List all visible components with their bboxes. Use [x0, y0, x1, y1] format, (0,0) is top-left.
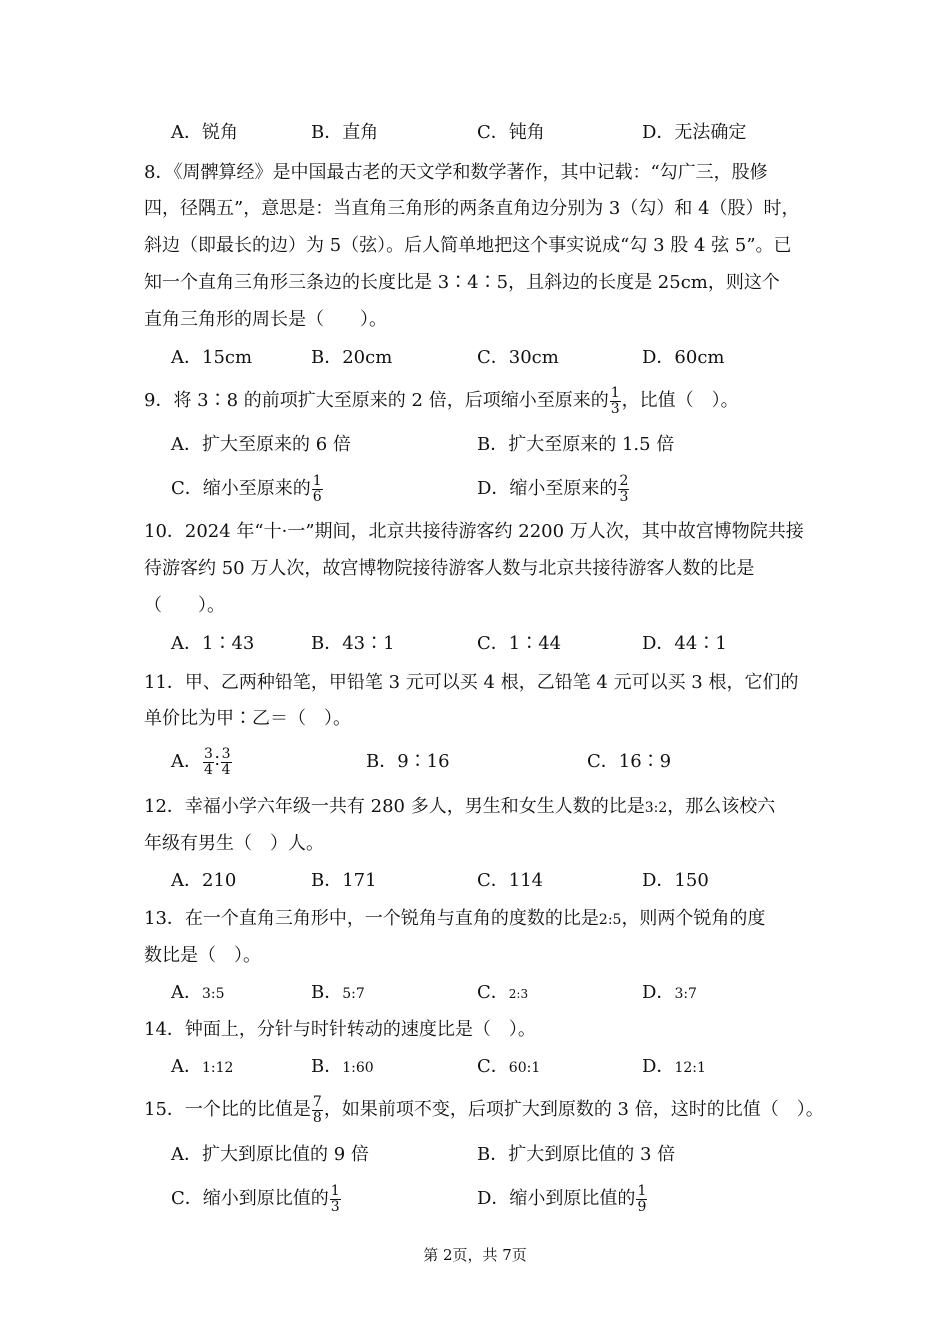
- q11-option-a-fraction-1: $\frac{3}{4}$: [204, 745, 213, 778]
- q7-option-a: A．锐角: [171, 122, 238, 143]
- q9-option-a: A．扩大至原来的 6 倍: [171, 434, 351, 455]
- q9-stem-tail: ，比值（ ）。: [621, 390, 739, 411]
- q11-option-a: A． $\frac{3}{4}$ ∶ $\frac{3}{4}$: [171, 745, 231, 778]
- q11-option-c: C．16∶9: [587, 751, 672, 772]
- q10-options: [0, 631, 950, 661]
- q7-option-c: C．钝角: [477, 122, 545, 143]
- q9-option-b: B．扩大至原来的 1.5 倍: [477, 434, 675, 455]
- q12-options: [0, 868, 950, 898]
- q9-option-d-fraction: $\frac{2}{3}$: [619, 472, 629, 505]
- q11-option-a-fraction-2: $\frac{3}{4}$: [221, 745, 231, 778]
- q13-option-d: D．3:7: [642, 982, 697, 1003]
- q12-ratio: 3:2: [644, 800, 668, 816]
- q10-stem-line-1: 10．2024 年“十·一”期间，北京共接待游客约 2200 万人次，其中故宫博物院共接: [144, 521, 804, 542]
- page-footer: 第 2页，共 7页: [423, 1246, 527, 1264]
- q13-ratio: 2:5: [598, 912, 622, 928]
- q7-option-b: B．直角: [311, 122, 379, 143]
- q8-stem-line-4: 知一个直角三角形三条边的长度比是 3∶4∶5，且斜边的长度是 25cm，则这个: [144, 272, 780, 293]
- q8-stem-line-5: 直角三角形的周长是（ ）。: [144, 309, 387, 330]
- q9-options-row-2: [0, 470, 950, 510]
- q9-option-c: C．缩小至原来的 $\frac{1}{6}$: [171, 472, 322, 505]
- q15-option-c-fraction: $\frac{1}{3}$: [330, 1182, 340, 1215]
- q13-option-b: B．5:7: [311, 982, 365, 1003]
- q15-options-row-1: [0, 1142, 950, 1172]
- q12-stem-line-1: 12．幸福小学六年级一共有 280 多人，男生和女生人数的比是3:2，那么该校六: [144, 796, 776, 817]
- q14-stem: 14．钟面上，分针与时针转动的速度比是（ ）。: [144, 1019, 536, 1040]
- q9-option-c-fraction: $\frac{1}{6}$: [312, 472, 322, 505]
- q15-stem: 15．一个比的比值是 $\frac{7}{8}$ ，如果前项不变，后项扩大到原数的 3 倍，这时的比值（ ）。: [144, 1093, 824, 1126]
- q12-option-c: C．114: [477, 870, 544, 891]
- q15-option-c: C．缩小到原比值的 $\frac{1}{3}$: [171, 1182, 340, 1215]
- q14-option-c: C．60:1: [477, 1056, 541, 1077]
- q9-options-row-1: [0, 432, 950, 462]
- q10-stem-line-3: （ ）。: [144, 595, 225, 616]
- q15-option-b: B．扩大到原比值的 3 倍: [477, 1144, 676, 1165]
- q8-stem-line-2: 四，径隅五”，意思是：当直角三角形的两条直角边分别为 3（勾）和 4（股）时，: [144, 198, 800, 219]
- q14-option-b: B．1:60: [311, 1056, 374, 1077]
- q15-stem-fraction: $\frac{7}{8}$: [312, 1093, 322, 1126]
- q9-stem-fraction: $\frac{1}{3}$: [610, 384, 620, 417]
- q8-stem-line-3: 斜边（即最长的边）为 5（弦）。后人简单地把这个事实说成“勾 3 股 4 弦 5”。已: [144, 235, 792, 256]
- q12-stem-line-2: 年级有男生（ ）人。: [144, 833, 324, 854]
- q15-option-d: D．缩小到原比值的 $\frac{1}{9}$: [477, 1182, 647, 1215]
- q14-options: [0, 1054, 950, 1084]
- q15-option-a: A．扩大到原比值的 9 倍: [171, 1144, 369, 1165]
- q8-option-a: A．15cm: [171, 347, 253, 368]
- q10-option-b: B．43∶1: [311, 633, 395, 654]
- q13-option-a: A．3:5: [171, 982, 225, 1003]
- q15-options-row-2: [0, 1180, 950, 1220]
- q15-option-d-fraction: $\frac{1}{9}$: [637, 1182, 647, 1215]
- q8-option-d: D．60cm: [642, 347, 725, 368]
- q12-option-a: A．210: [171, 870, 237, 891]
- q9-stem: [144, 384, 739, 418]
- q11-options: [0, 742, 950, 784]
- q11-stem-line-1: 11．甲、乙两种铅笔，甲铅笔 3 元可以买 4 根，乙铅笔 4 元可以买 3 根，它们的: [144, 672, 799, 693]
- q11-option-b: B．9∶16: [366, 751, 450, 772]
- q10-stem-line-2: 待游客约 50 万人次，故宫博物院接待游客人数与北京共接待游客人数的比是: [144, 558, 755, 579]
- q10-option-a: A．1∶43: [171, 633, 255, 654]
- q13-options: [0, 980, 950, 1010]
- q9-stem-text: 9．将 3∶8 的前项扩大至原来的 2 倍，后项缩小至原来的: [144, 390, 609, 411]
- q13-stem-line-2: 数比是（ ）。: [144, 945, 261, 966]
- q13-stem-line-1: 13．在一个直角三角形中，一个锐角与直角的度数的比是2:5，则两个锐角的度: [144, 908, 766, 929]
- q8-option-b: B．20cm: [311, 347, 393, 368]
- q12-option-d: D．150: [642, 870, 709, 891]
- q14-option-d: D．12:1: [642, 1056, 706, 1077]
- q13-option-c: C．2:3: [477, 982, 529, 1003]
- q11-stem-line-2: 单价比为甲∶乙＝（ ）。: [144, 708, 351, 729]
- q12-option-b: B．171: [311, 870, 377, 891]
- q9-option-d: D．缩小至原来的 $\frac{2}{3}$: [477, 472, 629, 505]
- q8-stem-line-1: 8．《周髀算经》是中国最古老的天文学和数学著作，其中记载：“勾广三，股修: [144, 162, 768, 183]
- q14-option-a: A．1:12: [171, 1056, 234, 1077]
- q8-options: [0, 345, 950, 375]
- q10-option-c: C．1∶44: [477, 633, 562, 654]
- q10-option-d: D．44∶1: [642, 633, 727, 654]
- q7-option-d: D．无法确定: [642, 122, 747, 143]
- q7-options: [0, 120, 950, 150]
- q8-option-c: C．30cm: [477, 347, 559, 368]
